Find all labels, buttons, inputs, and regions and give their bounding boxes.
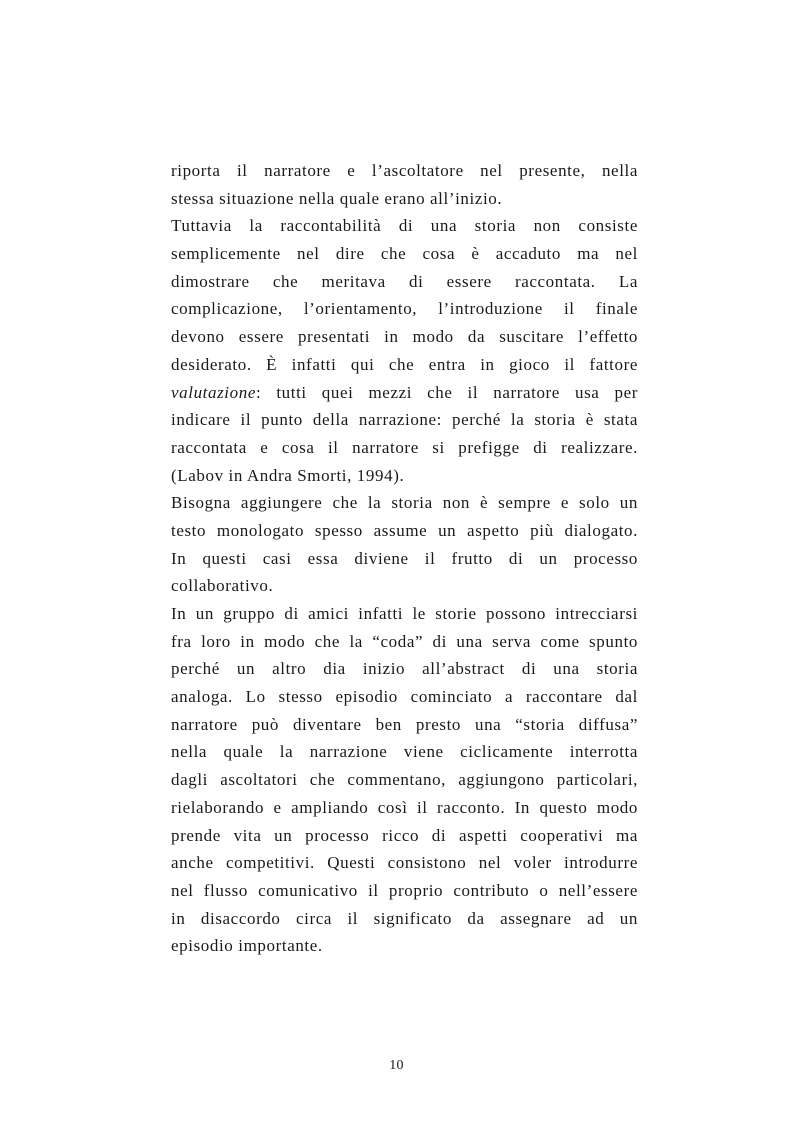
text-line: collaborativo. (171, 576, 274, 596)
text-line: Bisogna aggiungere che la storia non è sempre e solo un (171, 493, 638, 513)
text-line: dagli ascoltatori che commentano, aggiungono particolari, (171, 770, 638, 790)
text-line: desiderato. È infatti qui che entra in gioco il fattore (171, 354, 638, 374)
text-line: nella quale la narrazione viene ciclicamente interrotta (171, 742, 638, 762)
text-line: perché un altro dia inizio all’abstract di una storia (171, 659, 638, 679)
text-line: In un gruppo di amici infatti le storie possono intrecciarsi (171, 604, 638, 623)
text-line: fra loro in modo che la “coda” di una serva come spunto (171, 631, 638, 651)
text-line: testo monologato spesso assume un aspetto più dialogato. (171, 520, 638, 540)
text-line: prende vita un processo ricco di aspetti cooperativi ma (171, 825, 638, 845)
body-text (171, 157, 638, 960)
text-line: Tuttavia la raccontabilità di una storia non consiste (171, 216, 638, 236)
text-line: episodio importante. (171, 936, 323, 956)
text-line: indicare il punto della narrazione: perché la storia è stata (171, 410, 638, 430)
text-line: In questi casi essa diviene il frutto di un processo (171, 548, 638, 568)
page-number: 10 (389, 1058, 404, 1073)
text-line: dimostrare che meritava di essere raccontata. La (171, 271, 638, 291)
text-line: stessa situazione nella quale erano all’inizio. (171, 188, 503, 208)
text-line: anche competitivi. Questi consistono nel voler introdurre (171, 853, 638, 873)
text-line (171, 379, 638, 407)
text-line: riporta il narratore e l’ascoltatore nel presente, nella (171, 161, 638, 180)
text-line: devono essere presentati in modo da suscitare l’effetto (171, 327, 638, 347)
line-text: : tutti quei mezzi che il narratore usa per (255, 382, 638, 402)
text-line: complicazione, l’orientamento, l’introduzione il finale (171, 299, 638, 319)
text-line: semplicemente nel dire che cosa è accaduto ma nel (171, 244, 638, 264)
text-line: raccontata e cosa il narratore si prefigge di realizzare. (171, 437, 638, 457)
text-line: rielaborando e ampliando così il racconto. In questo modo (171, 797, 638, 817)
text-line: in disaccordo circa il significato da assegnare ad un (171, 908, 638, 928)
text-line: analoga. Lo stesso episodio cominciato a raccontare dal (171, 687, 638, 707)
text-line: nel flusso comunicativo il proprio contributo o nell’essere (171, 880, 638, 900)
text-line: narratore può diventare ben presto una “storia diffusa” (171, 714, 638, 734)
italic-term: valutazione (171, 382, 256, 402)
text-line: (Labov in Andra Smorti, 1994). (171, 465, 405, 485)
